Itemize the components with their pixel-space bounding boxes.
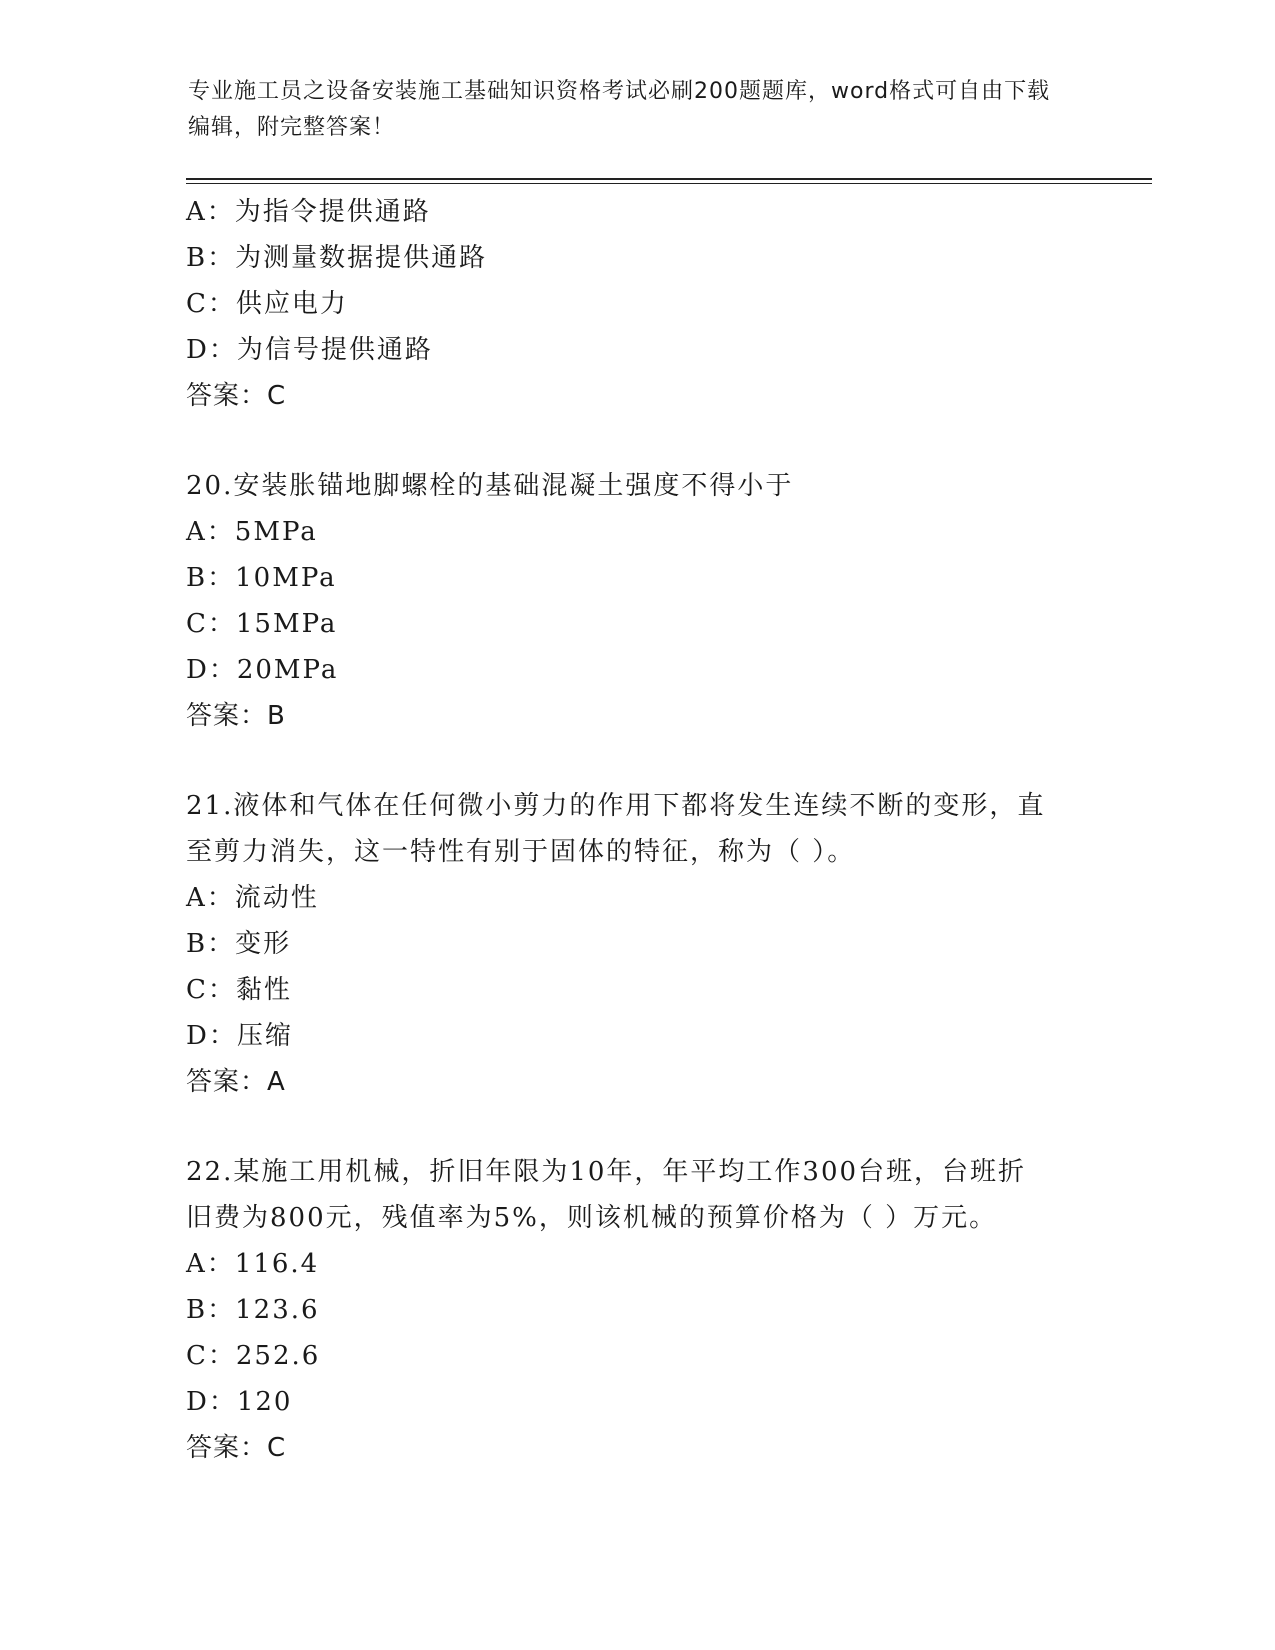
question-stem-line-2: 旧费为800元，残值率为5%，则该机械的预算价格为（ ）万元。	[186, 1203, 998, 1233]
option-c: C：252.6	[186, 1341, 321, 1371]
answer-line: 答案：C	[186, 1433, 287, 1463]
question-gap	[186, 419, 1086, 463]
option-b: B：变形	[186, 929, 292, 959]
question-19	[186, 189, 1086, 419]
option-d: D：压缩	[186, 1021, 293, 1051]
option-d: D：120	[186, 1387, 293, 1417]
question-stem-line-2: 至剪力消失，这一特性有别于固体的特征，称为（ ）。	[186, 837, 856, 867]
option-a: A：116.4	[186, 1249, 320, 1279]
option-c: C：15MPa	[186, 609, 338, 639]
question-gap	[186, 1105, 1086, 1149]
question-stem-line-1: 22.某施工用机械，折旧年限为10年，年平均工作300台班，台班折	[186, 1157, 1027, 1187]
answer-line: 答案：C	[186, 381, 287, 411]
option-b: B：123.6	[186, 1295, 320, 1325]
question-21	[186, 783, 1086, 1105]
question-list	[186, 189, 1086, 1471]
header-rule-thin	[186, 183, 1152, 184]
question-22	[186, 1149, 1086, 1471]
option-a: A：5MPa	[186, 517, 318, 547]
document-header: 专业施工员之设备安装施工基础知识资格考试必刷200题题库，word格式可自由下载编辑，附完整答案！	[188, 79, 1051, 140]
option-c: C：供应电力	[186, 289, 348, 319]
option-d: D：为信号提供通路	[186, 335, 433, 365]
option-b: B：为测量数据提供通路	[186, 243, 488, 273]
question-gap	[186, 739, 1086, 783]
option-b: B：10MPa	[186, 563, 337, 593]
header-rule-thick	[186, 178, 1152, 180]
answer-line: 答案：B	[186, 701, 286, 731]
question-stem: 20.安装胀锚地脚螺栓的基础混凝土强度不得小于	[186, 471, 794, 501]
option-a: A：为指令提供通路	[186, 197, 431, 227]
question-20	[186, 463, 1086, 739]
option-a: A：流动性	[186, 883, 319, 913]
question-stem-line-1: 21.液体和气体在任何微小剪力的作用下都将发生连续不断的变形，直	[186, 791, 1046, 821]
option-c: C：黏性	[186, 975, 292, 1005]
option-d: D：20MPa	[186, 655, 339, 685]
answer-line: 答案：A	[186, 1067, 286, 1097]
